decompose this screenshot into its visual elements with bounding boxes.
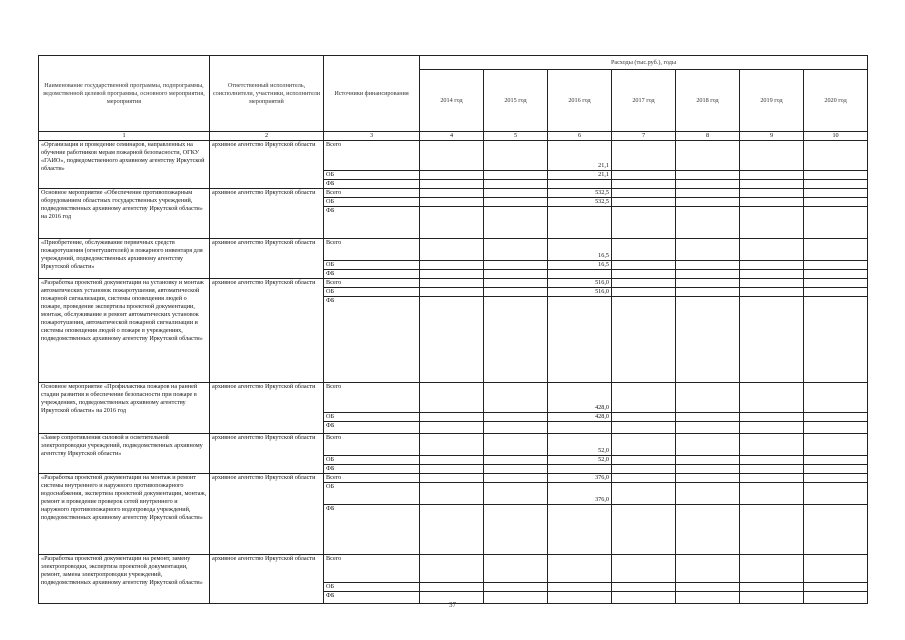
value-cell: [804, 180, 868, 189]
funding-source: Всего: [324, 474, 420, 483]
value-cell: [420, 288, 484, 297]
executor: архивное агентство Иркутской области: [210, 239, 324, 279]
value-cell: [420, 279, 484, 288]
value-cell: [676, 383, 740, 413]
value-cell: [676, 583, 740, 592]
value-cell: [484, 279, 548, 288]
value-cell: [612, 171, 676, 180]
value-2016: 428,0: [548, 413, 612, 422]
value-cell: [484, 180, 548, 189]
activity-name: «Разработка проектной документации на установку и монтаж автоматических установок пожаротушения, автоматической пожарной сигнализации, системы оповещения людей о пожаре, проведение экспертизы проектной документации, монтаж, обслуживание и ремонт автоматических установок пожаротушения, автоматической пожарной сигнализации и системы оповещения людей о пожаре в учреждениях, подведомственных архивному агентству Иркутской области»: [39, 279, 210, 383]
value-cell: [740, 171, 804, 180]
value-cell: [420, 505, 484, 555]
value-cell: [804, 383, 868, 413]
value-cell: [804, 474, 868, 483]
value-cell: [420, 171, 484, 180]
financing-table: [38, 55, 868, 604]
funding-source: ОБ: [324, 483, 420, 505]
value-cell: [804, 270, 868, 279]
value-cell: [804, 555, 868, 583]
value-2016: 21,1: [548, 141, 612, 171]
table-row: [39, 189, 868, 198]
value-cell: [676, 141, 740, 171]
header-year: 2020 год: [804, 70, 868, 132]
executor: архивное агентство Иркутской области: [210, 141, 324, 189]
value-cell: [740, 474, 804, 483]
column-number: 4: [420, 132, 484, 141]
value-cell: [676, 180, 740, 189]
value-cell: [740, 279, 804, 288]
value-cell: [612, 413, 676, 422]
funding-source: Всего: [324, 141, 420, 171]
page-number: 37: [449, 601, 456, 609]
header-year: 2016 год: [548, 70, 612, 132]
header-year: 2017 год: [612, 70, 676, 132]
column-number: 5: [484, 132, 548, 141]
header-col-executor: Ответственный исполнитель, соисполнители, участники, исполнители мероприятий: [210, 56, 324, 132]
value-cell: [804, 171, 868, 180]
value-cell: [612, 239, 676, 261]
funding-source: ОБ: [324, 583, 420, 592]
funding-source: Всего: [324, 279, 420, 288]
table-row: [39, 239, 868, 261]
activity-name: «Разработка проектной документации на ремонт, замену электропроводки, экспертиза проектной документации, ремонт, замена электропроводки учреждений, подведомственных архивному агентству Иркутской области»: [39, 555, 210, 604]
value-cell: [484, 261, 548, 270]
value-cell: [484, 288, 548, 297]
activity-name: «Замер сопротивления силовой и осветительной электропроводки учреждений, подведомственных архивному агентству Иркутской области»: [39, 434, 210, 474]
value-2016: [548, 505, 612, 555]
value-cell: [676, 239, 740, 261]
value-cell: [612, 434, 676, 456]
value-cell: [676, 483, 740, 505]
activity-name: «Разработка проектной документации на монтаж и ремонт системы внутреннего и наружного противопожарного водоснабжения, экспертиза проектной документации, монтаж, ремонт и проведение проверок сетей внутреннего и наружного противопожарного водопровода учреждений, подведомственных архивному агентству Иркутской области»: [39, 474, 210, 555]
table-row: [39, 141, 868, 171]
funding-source: Всего: [324, 189, 420, 198]
activity-name: Основное мероприятие «Профилактика пожаров на ранней стадии развития и обеспечение безопасности при пожаре в учреждениях, подведомственных архивному агентству Иркутской области» на 2016 год: [39, 383, 210, 434]
value-cell: [804, 297, 868, 383]
value-cell: [612, 180, 676, 189]
value-cell: [676, 434, 740, 456]
column-number: 8: [676, 132, 740, 141]
funding-source: Всего: [324, 383, 420, 413]
value-cell: [740, 434, 804, 456]
value-cell: [804, 434, 868, 456]
value-cell: [804, 207, 868, 239]
funding-source: ОБ: [324, 261, 420, 270]
value-cell: [612, 456, 676, 465]
value-cell: [420, 270, 484, 279]
value-cell: [484, 465, 548, 474]
value-cell: [804, 413, 868, 422]
value-cell: [676, 261, 740, 270]
value-cell: [804, 141, 868, 171]
value-2016: [548, 180, 612, 189]
value-cell: [676, 505, 740, 555]
funding-source: Всего: [324, 434, 420, 456]
value-cell: [740, 297, 804, 383]
value-cell: [420, 483, 484, 505]
value-cell: [484, 505, 548, 555]
value-cell: [804, 189, 868, 198]
value-cell: [676, 171, 740, 180]
executor: архивное агентство Иркутской области: [210, 555, 324, 604]
value-cell: [740, 180, 804, 189]
value-cell: [804, 288, 868, 297]
table-row: [39, 434, 868, 456]
value-cell: [740, 583, 804, 592]
value-2016: 428,0: [548, 383, 612, 413]
value-cell: [676, 555, 740, 583]
value-cell: [740, 261, 804, 270]
executor: архивное агентство Иркутской области: [210, 279, 324, 383]
value-cell: [420, 456, 484, 465]
value-cell: [612, 270, 676, 279]
value-2016: [548, 583, 612, 592]
value-cell: [740, 555, 804, 583]
value-cell: [612, 189, 676, 198]
value-cell: [612, 279, 676, 288]
header-expenses: Расходы (тыс.руб.), годы: [420, 56, 868, 70]
value-cell: [484, 413, 548, 422]
value-cell: [484, 270, 548, 279]
value-2016: 16,5: [548, 261, 612, 270]
value-cell: [484, 239, 548, 261]
funding-source: Всего: [324, 555, 420, 583]
value-cell: [420, 383, 484, 413]
value-cell: [484, 297, 548, 383]
value-cell: [676, 456, 740, 465]
value-cell: [740, 270, 804, 279]
table-row: [39, 279, 868, 288]
value-cell: [420, 141, 484, 171]
value-cell: [420, 261, 484, 270]
value-2016: [548, 297, 612, 383]
value-cell: [676, 422, 740, 434]
column-number: 1: [39, 132, 210, 141]
table-row: [39, 474, 868, 483]
executor: архивное агентство Иркутской области: [210, 474, 324, 555]
value-cell: [740, 198, 804, 207]
header-year: 2018 год: [676, 70, 740, 132]
value-cell: [804, 456, 868, 465]
value-cell: [612, 555, 676, 583]
value-2016: 21,1: [548, 171, 612, 180]
value-cell: [612, 198, 676, 207]
funding-source: ОБ: [324, 456, 420, 465]
value-cell: [612, 297, 676, 383]
value-cell: [484, 434, 548, 456]
value-2016: 532,5: [548, 189, 612, 198]
value-cell: [420, 465, 484, 474]
value-cell: [484, 456, 548, 465]
funding-source: ОБ: [324, 198, 420, 207]
header-year: 2014 год: [420, 70, 484, 132]
value-cell: [420, 297, 484, 383]
value-cell: [676, 413, 740, 422]
value-cell: [612, 141, 676, 171]
funding-source: ФБ: [324, 592, 420, 604]
value-cell: [612, 465, 676, 474]
funding-source: ОБ: [324, 171, 420, 180]
value-cell: [676, 465, 740, 474]
value-cell: [420, 413, 484, 422]
value-cell: [484, 555, 548, 583]
value-2016: [548, 465, 612, 474]
funding-source: ФБ: [324, 422, 420, 434]
value-cell: [612, 483, 676, 505]
column-number: 10: [804, 132, 868, 141]
value-cell: [740, 207, 804, 239]
value-cell: [676, 297, 740, 383]
value-cell: [484, 198, 548, 207]
value-cell: [484, 483, 548, 505]
value-cell: [676, 279, 740, 288]
funding-source: ОБ: [324, 413, 420, 422]
value-cell: [804, 422, 868, 434]
column-number: 6: [548, 132, 612, 141]
value-cell: [484, 422, 548, 434]
value-2016: [548, 207, 612, 239]
table-row: [39, 555, 868, 583]
value-cell: [420, 198, 484, 207]
value-2016: 376,0: [548, 483, 612, 505]
activity-name: Основное мероприятие «Обеспечение противопожарным оборудованием областных государственных учреждений, подведомственных архивному агентству Иркутской области» на 2016 год: [39, 189, 210, 239]
value-cell: [740, 505, 804, 555]
header-col-name: Наименование государственной программы, подпрограммы, ведомственной целевой программы, основного мероприятия, мероприятия: [39, 56, 210, 132]
value-cell: [740, 422, 804, 434]
value-cell: [740, 189, 804, 198]
value-cell: [676, 270, 740, 279]
value-cell: [420, 180, 484, 189]
value-2016: 516,0: [548, 279, 612, 288]
executor: архивное агентство Иркутской области: [210, 434, 324, 474]
value-cell: [740, 465, 804, 474]
header-col-sources: Источники финансирования: [324, 56, 420, 132]
value-2016: 52,0: [548, 456, 612, 465]
value-cell: [420, 555, 484, 583]
value-cell: [484, 141, 548, 171]
value-cell: [804, 583, 868, 592]
value-cell: [484, 207, 548, 239]
value-cell: [612, 505, 676, 555]
value-cell: [804, 505, 868, 555]
value-2016: 532,5: [548, 198, 612, 207]
funding-source: ФБ: [324, 180, 420, 189]
value-cell: [420, 583, 484, 592]
funding-source: ФБ: [324, 270, 420, 279]
activity-name: «Организация и проведение семинаров, направленных на обучение работников мерам пожарной безопасности, ОГКУ «ГАИО», подведомственного архивному агентству Иркутской области»: [39, 141, 210, 189]
column-number: 3: [324, 132, 420, 141]
value-cell: [612, 474, 676, 483]
value-cell: [740, 288, 804, 297]
value-cell: [484, 474, 548, 483]
activity-name: «Приобретение, обслуживание первичных средств пожаротушения (огнетушителей) и пожарного инвентаря для учреждений, подведомственных архивному агентству Иркутской области»: [39, 239, 210, 279]
value-cell: [804, 465, 868, 474]
executor: архивное агентство Иркутской области: [210, 189, 324, 239]
table-row: [39, 383, 868, 413]
value-cell: [612, 383, 676, 413]
header-year: 2019 год: [740, 70, 804, 132]
column-number: 9: [740, 132, 804, 141]
value-cell: [676, 198, 740, 207]
funding-source: ФБ: [324, 505, 420, 555]
value-cell: [676, 474, 740, 483]
value-cell: [484, 171, 548, 180]
header-year: 2015 год: [484, 70, 548, 132]
value-cell: [484, 383, 548, 413]
value-cell: [804, 261, 868, 270]
value-2016: [548, 270, 612, 279]
value-cell: [612, 422, 676, 434]
value-cell: [420, 239, 484, 261]
value-cell: [420, 474, 484, 483]
value-cell: [612, 207, 676, 239]
column-number: 7: [612, 132, 676, 141]
value-cell: [676, 207, 740, 239]
value-cell: [740, 483, 804, 505]
value-cell: [420, 422, 484, 434]
value-cell: [676, 189, 740, 198]
column-number: 2: [210, 132, 324, 141]
value-cell: [420, 207, 484, 239]
value-2016: [548, 422, 612, 434]
value-cell: [420, 189, 484, 198]
value-cell: [740, 413, 804, 422]
executor: архивное агентство Иркутской области: [210, 383, 324, 434]
value-2016: 52,0: [548, 434, 612, 456]
value-cell: [804, 239, 868, 261]
value-cell: [740, 239, 804, 261]
value-2016: [548, 555, 612, 583]
value-2016: 376,0: [548, 474, 612, 483]
value-cell: [484, 189, 548, 198]
value-cell: [612, 261, 676, 270]
value-cell: [804, 483, 868, 505]
value-2016: 16,5: [548, 239, 612, 261]
value-cell: [484, 583, 548, 592]
value-cell: [612, 288, 676, 297]
value-2016: 516,0: [548, 288, 612, 297]
value-cell: [676, 288, 740, 297]
value-cell: [804, 198, 868, 207]
value-cell: [612, 583, 676, 592]
value-cell: [740, 383, 804, 413]
funding-source: ФБ: [324, 465, 420, 474]
value-cell: [804, 279, 868, 288]
value-cell: [740, 141, 804, 171]
value-cell: [740, 456, 804, 465]
funding-source: ФБ: [324, 207, 420, 239]
funding-source: ФБ: [324, 297, 420, 383]
value-cell: [420, 434, 484, 456]
funding-source: ОБ: [324, 288, 420, 297]
funding-source: Всего: [324, 239, 420, 261]
